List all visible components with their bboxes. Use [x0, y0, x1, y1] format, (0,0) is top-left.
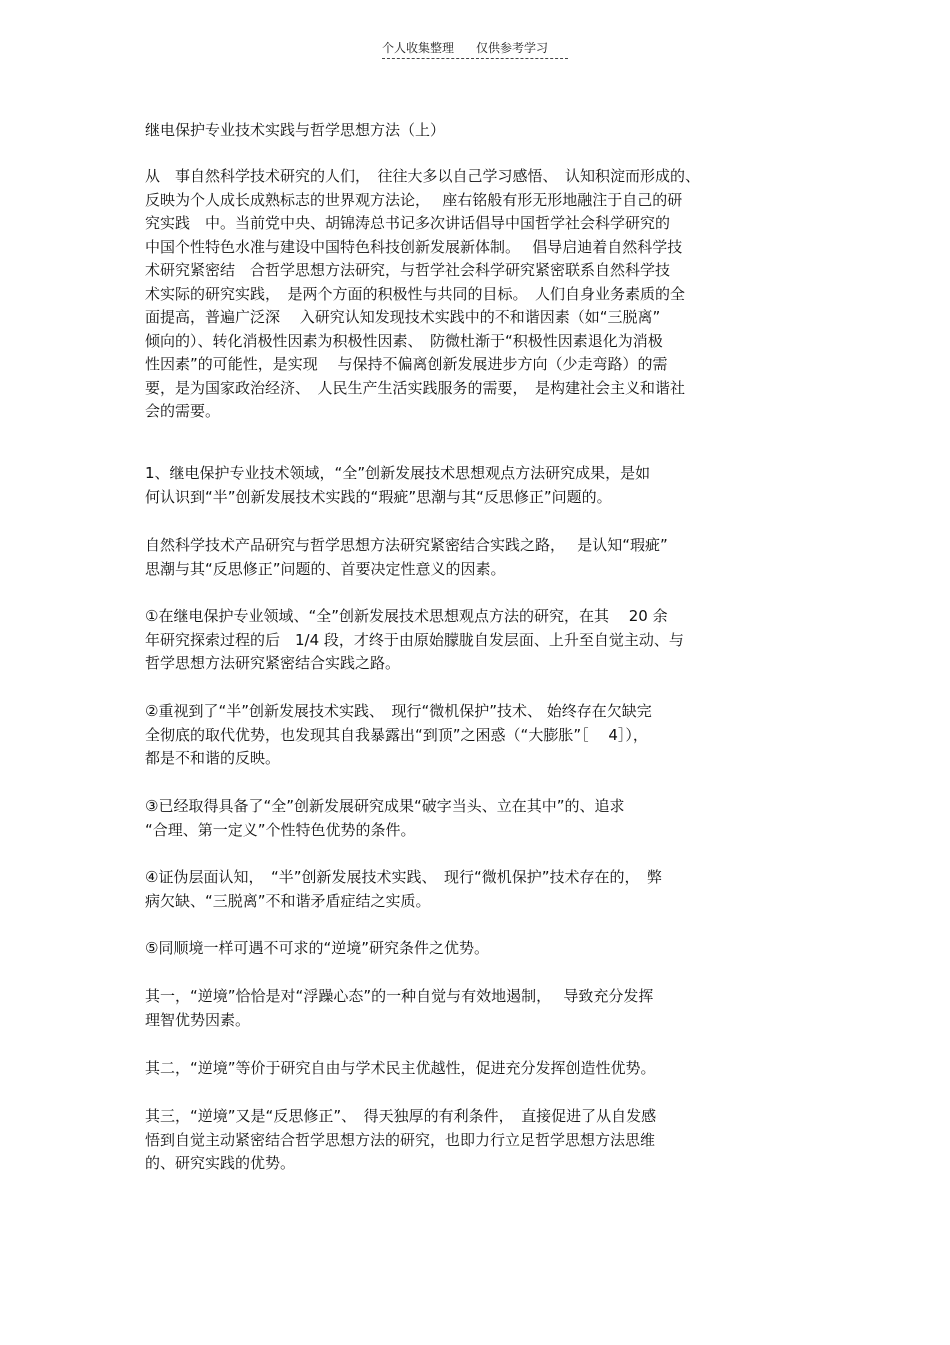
paragraph-line: 何认识到“半”创新发展技术实践的“瑕疵”思潮与其“反思修正”问题的。	[145, 487, 612, 506]
paragraph-line: 理智优势因素。	[145, 1010, 251, 1029]
paragraph-line: 全彻底的取代优势，也发现其自我暴露出“到顶”之困惑（“大膨胀”［ 4］），	[145, 725, 648, 744]
paragraph-line: 思潮与其“反思修正”问题的、首要决定性意义的因素。	[145, 559, 506, 578]
paragraph-line: 其三，“逆境”又是“反思修正”、 得天独厚的有利条件， 直接促进了从自发感	[145, 1107, 657, 1125]
paragraph-line: 术研究紧密结 合哲学思想方法研究，与哲学社会科学研究紧密联系自然科学技	[145, 261, 671, 279]
paragraph-line: 从 事自然科学技术研究的人们， 往往大多以自己学习感悟、 认知积淀而形成的、	[145, 167, 701, 185]
paragraph-line: 悟到自觉主动紧密结合哲学思想方法的研究，也即力行立足哲学思想方法思维	[145, 1130, 656, 1149]
paragraph-line: 倾向的）、转化消极性因素为积极性因素、 防微杜渐于“积极性因素退化为消极	[145, 331, 663, 350]
document-title: 继电保护专业技术实践与哲学思想方法（上）	[145, 121, 446, 139]
paragraph-line: “合理、第一定义”个性特色优势的条件。	[145, 820, 416, 839]
paragraph-line: 自然科学技术产品研究与哲学思想方法研究紧密结合实践之路， 是认知“瑕疵”	[145, 536, 668, 554]
paragraph-line: ⑤同顺境一样可遇不可求的“逆境”研究条件之优势。	[145, 939, 489, 957]
paragraph-line: 1、继电保护专业技术领域，“全”创新发展技术思想观点方法研究成果，是如	[145, 464, 651, 482]
paragraph	[145, 985, 805, 1032]
paragraph-line: 都是不和谐的反映。	[145, 749, 281, 767]
paragraph-line: 性因素”的可能性，是实现 与保持不偏离创新发展进步方向（少走弯路）的需	[145, 355, 668, 373]
paragraph-line: ①在继电保护专业领域、“全”创新发展技术思想观点方法的研究，在其 20 余	[145, 607, 668, 625]
paragraph-line: ④证伪层面认知， “半”创新发展技术实践、 现行“微机保护”技术存在的， 弊	[145, 868, 663, 886]
paragraph-line: 究实践 中。当前党中央、胡锦涛总书记多次讲话倡导中国哲学社会科学研究的	[145, 214, 671, 232]
paragraph	[145, 795, 805, 842]
paragraph	[145, 165, 805, 424]
paragraph-line: 术实际的研究实践， 是两个方面的积极性与共同的目标。 人们自身业务素质的全	[145, 284, 686, 303]
paragraph-line: 会的需要。	[145, 402, 221, 420]
paragraph-line: 的、研究实践的优势。	[145, 1154, 296, 1172]
header-right-text: 仅供参考学习	[476, 41, 549, 55]
paragraph	[145, 534, 805, 581]
paragraph	[145, 1105, 805, 1176]
paragraph-line: 年研究探索过程的后 1/4 段，才终于由原始朦胧自发层面、上升至自觉主动、与	[145, 630, 684, 649]
paragraph	[145, 700, 805, 771]
paragraph-line: 病欠缺、“三脱离”不和谐矛盾症结之实质。	[145, 891, 431, 910]
paragraph	[145, 1057, 805, 1081]
page-header	[382, 40, 568, 59]
paragraph	[145, 937, 805, 961]
paragraph	[145, 866, 805, 913]
paragraph-line: ③已经取得具备了“全”创新发展研究成果“破字当头、立在其中”的、追求	[145, 797, 625, 815]
header-left-text: 个人收集整理	[382, 41, 455, 55]
paragraph-line: 其一，“逆境”恰恰是对“浮躁心态”的一种自觉与有效地遏制， 导致充分发挥	[145, 987, 654, 1005]
paragraph-line: 其二，“逆境”等价于研究自由与学术民主优越性，促进充分发挥创造性优势。	[145, 1059, 656, 1077]
paragraph-line: ②重视到了“半”创新发展技术实践、 现行“微机保护”技术、 始终存在欠缺完	[145, 702, 652, 720]
paragraph-line: 哲学思想方法研究紧密结合实践之路。	[145, 654, 401, 672]
paragraph	[145, 462, 805, 509]
paragraph-line: 中国个性特色水准与建设中国特色科技创新发展新体制。 倡导启迪着自然科学技	[145, 237, 683, 256]
paragraph-line: 反映为个人成长成熟标志的世界观方法论， 座右铭般有形无形地融注于自己的研	[145, 190, 683, 209]
paragraph-line: 面提高，普遍广泛深 入研究认知发现技术实践中的不和谐因素（如“三脱离”	[145, 308, 661, 326]
paragraph	[145, 605, 805, 676]
paragraph-line: 要，是为国家政治经济、 人民生产生活实践服务的需要， 是构建社会主义和谐社	[145, 378, 686, 397]
